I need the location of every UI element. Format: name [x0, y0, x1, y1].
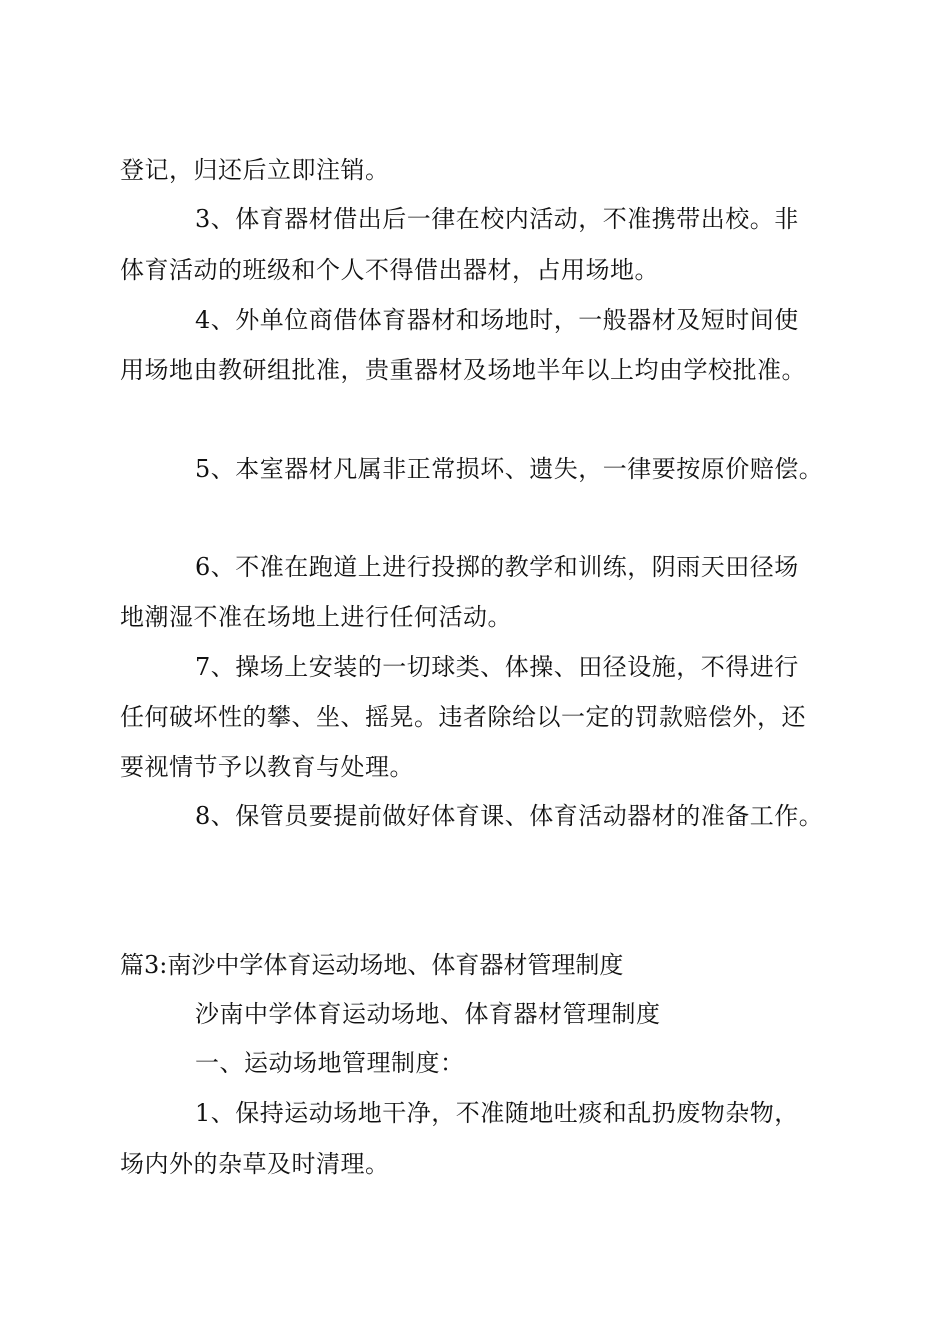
text-line: 地潮湿不准在场地上进行任何活动。: [120, 603, 512, 631]
text-line: 体育活动的班级和个人不得借出器材，占用场地。: [120, 256, 659, 284]
document-title: 沙南中学体育运动场地、体育器材管理制度: [195, 1000, 661, 1028]
text-line: 任何破坏性的攀、坐、摇晃。违者除给以一定的罚款赔偿外，还: [120, 703, 806, 731]
text-line: 5、本室器材凡属非正常损坏、遗失，一律要按原价赔偿。: [195, 455, 824, 483]
text-line: 4、外单位商借体育器材和场地时，一般器材及短时间使: [195, 306, 799, 334]
text-line: 场内外的杂草及时清理。: [120, 1150, 390, 1178]
section-heading: 篇3:南沙中学体育运动场地、体育器材管理制度: [120, 951, 624, 979]
text-line: 1、保持运动场地干净，不准随地吐痰和乱扔废物杂物，: [195, 1099, 799, 1127]
text-line: 登记，归还后立即注销。: [120, 156, 390, 184]
text-line: 要视情节予以教育与处理。: [120, 753, 414, 781]
text-line: 8、保管员要提前做好体育课、体育活动器材的准备工作。: [195, 802, 824, 830]
text-line: 用场地由教研组批准，贵重器材及场地半年以上均由学校批准。: [120, 356, 806, 384]
text-line: 7、操场上安装的一切球类、体操、田径设施，不得进行: [195, 653, 799, 681]
text-line: 3、体育器材借出后一律在校内活动，不准携带出校。非: [195, 205, 799, 233]
text-line: 6、不准在跑道上进行投掷的教学和训练，阴雨天田径场: [195, 553, 799, 581]
subsection-heading: 一、运动场地管理制度：: [195, 1049, 465, 1077]
